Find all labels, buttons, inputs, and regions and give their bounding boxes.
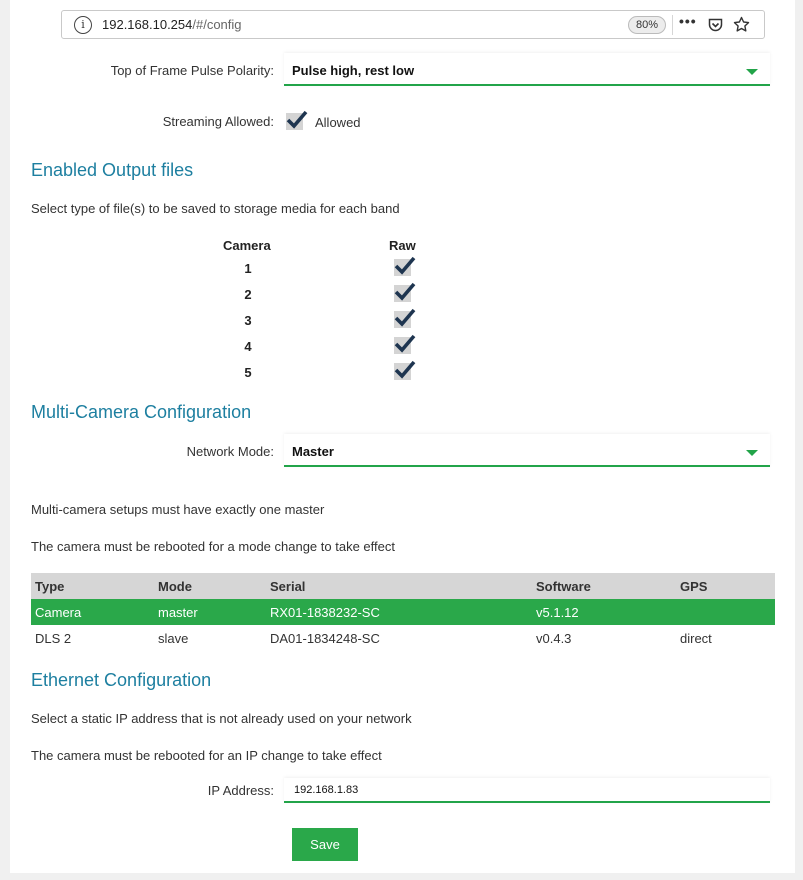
bookmark-star-icon[interactable] xyxy=(733,16,750,33)
raw-checkbox-camera-5[interactable] xyxy=(394,363,411,380)
save-button[interactable]: Save xyxy=(292,828,358,861)
dropdown-arrow-icon xyxy=(746,69,758,75)
multicamera-note-reboot: The camera must be rebooted for a mode change to take effect xyxy=(31,539,395,554)
top-frame-polarity-label: Top of Frame Pulse Polarity: xyxy=(110,63,274,78)
table-cell: DA01-1834248-SC xyxy=(270,631,380,646)
ip-address-label: IP Address: xyxy=(207,783,274,798)
camera-number: 2 xyxy=(244,287,252,302)
raw-column-header: Raw xyxy=(389,238,416,253)
checkmark-icon xyxy=(285,108,308,130)
page-actions-menu-icon[interactable]: ••• xyxy=(679,13,697,29)
multicamera-heading: Multi-Camera Configuration xyxy=(31,402,252,422)
raw-checkbox-camera-3[interactable] xyxy=(394,311,411,328)
network-mode-select[interactable] xyxy=(284,434,770,467)
top-frame-polarity-select[interactable] xyxy=(284,53,770,86)
toolbar-divider xyxy=(672,15,673,35)
zoom-level-badge[interactable]: 80% xyxy=(628,16,666,34)
table-header-cell: Mode xyxy=(158,579,192,594)
table-header-cell: Serial xyxy=(270,579,306,594)
camera-number: 5 xyxy=(244,365,252,380)
ethernet-heading: Ethernet Configuration xyxy=(31,670,212,690)
camera-number: 1 xyxy=(244,261,252,276)
network-mode-value: Master xyxy=(292,444,334,459)
checkmark-icon xyxy=(393,332,416,354)
url-host: 192.168.10.254 xyxy=(102,17,193,32)
checkmark-icon xyxy=(393,358,416,380)
camera-number: 4 xyxy=(244,339,252,354)
table-cell: master xyxy=(158,605,198,620)
dropdown-arrow-icon xyxy=(746,450,758,456)
raw-checkbox-camera-2[interactable] xyxy=(394,285,411,302)
table-row[interactable] xyxy=(31,625,775,651)
table-header-row xyxy=(31,573,775,599)
table-row[interactable] xyxy=(31,599,775,625)
url-text[interactable] xyxy=(102,17,242,32)
table-cell: v5.1.12 xyxy=(536,605,579,620)
table-cell: direct xyxy=(680,631,712,646)
url-path: /#/config xyxy=(192,17,242,32)
config-page xyxy=(10,0,795,873)
table-cell: v0.4.3 xyxy=(536,631,572,646)
multicamera-note-master: Multi-camera setups must have exactly one master xyxy=(31,502,325,517)
address-bar[interactable] xyxy=(61,10,765,39)
table-header-cell: Software xyxy=(536,579,591,594)
table-header-cell: Type xyxy=(35,579,65,594)
camera-number: 3 xyxy=(244,313,252,328)
streaming-allowed-checkbox-label[interactable]: Allowed xyxy=(315,115,361,130)
table-cell: Camera xyxy=(35,605,82,620)
checkmark-icon xyxy=(393,280,416,302)
streaming-allowed-label: Streaming Allowed: xyxy=(162,114,274,129)
checkmark-icon xyxy=(393,306,416,328)
streaming-allowed-checkbox[interactable] xyxy=(286,113,303,130)
table-header-cell: GPS xyxy=(680,579,708,594)
table-cell: DLS 2 xyxy=(35,631,72,646)
camera-column-header: Camera xyxy=(223,238,271,253)
raw-checkbox-camera-4[interactable] xyxy=(394,337,411,354)
output-files-heading: Enabled Output files xyxy=(31,160,194,180)
pocket-icon[interactable] xyxy=(708,18,723,32)
info-icon[interactable]: i xyxy=(74,16,92,34)
ip-address-input[interactable] xyxy=(294,781,754,799)
top-frame-polarity-value: Pulse high, rest low xyxy=(292,63,415,78)
raw-checkbox-camera-1[interactable] xyxy=(394,259,411,276)
ethernet-note-static-ip: Select a static IP address that is not already used on your network xyxy=(31,711,412,726)
ethernet-note-reboot: The camera must be rebooted for an IP change to take effect xyxy=(31,748,382,763)
table-cell: RX01-1838232-SC xyxy=(270,605,380,620)
output-files-description: Select type of file(s) to be saved to storage media for each band xyxy=(31,201,400,216)
table-cell: slave xyxy=(158,631,189,646)
ip-address-field-wrapper xyxy=(284,778,770,803)
checkmark-icon xyxy=(393,254,416,276)
network-mode-label: Network Mode: xyxy=(186,444,274,459)
